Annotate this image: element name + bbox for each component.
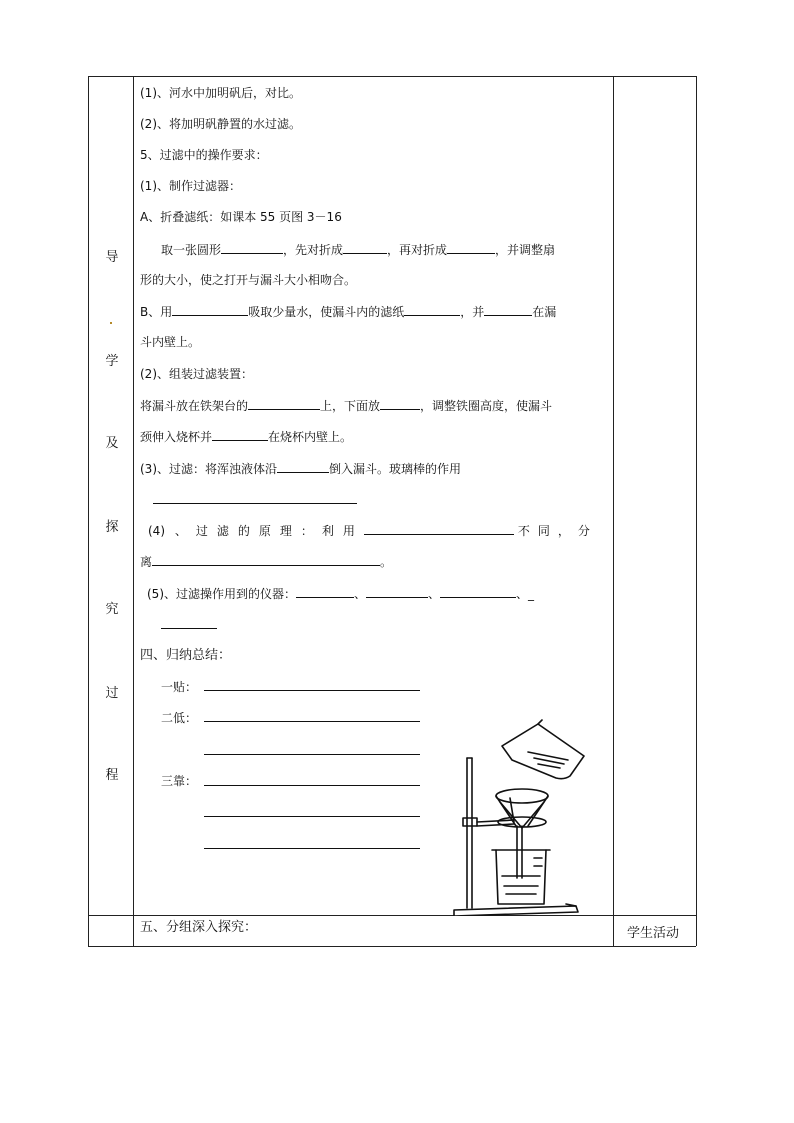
summary-label: 二低： [161,711,198,725]
text-line: 5、过滤中的操作要求： [140,148,268,162]
text-line [140,397,552,414]
text-line: 斗内壁上。 [140,335,201,349]
text-line: (1)、制作过滤器： [140,179,241,193]
side-char: 程 [105,768,119,783]
text-segment: 倒入漏斗。玻璃棒的作用 [329,462,462,476]
text-segment: ，先对折成 [283,243,344,257]
fill-blank [277,460,329,473]
fill-blank [152,553,380,566]
fill-blank [484,303,532,316]
text-segment: 颈伸入烧杯并 [140,430,213,444]
answer-line [204,816,420,817]
answer-line [204,690,420,691]
fill-blank [248,397,320,410]
text-line [148,522,598,539]
side-char: 探 [105,520,119,535]
fill-blank [172,303,248,316]
summary-label: 三靠： [161,774,198,788]
side-char: 学 [105,354,119,369]
side-char: 导 [105,250,119,265]
text-line [140,460,461,477]
text-segment: 上，下面放 [320,399,381,413]
fill-blank [447,241,495,254]
table-column-divider [133,76,134,946]
text-segment: ，调整铁圈高度，使漏斗 [420,399,553,413]
text-line: (2)、组装过滤装置： [140,367,253,381]
text-segment: 、过滤的原理：利用 [174,524,364,538]
text-segment: 、 [354,587,367,601]
text-segment: 取一张圆形 [161,243,222,257]
table-row-divider [88,915,696,916]
text-segment: (5)、过滤操作用到的仪器： [147,587,296,601]
table-top-border [88,76,696,77]
answer-line [153,503,357,504]
text-segment: 在烧杯内壁上。 [268,430,353,444]
text-line: A、折叠滤纸：如课本 55 页图 3－16 [140,210,342,224]
text-segment: 吸取少量水，使漏斗内的滤纸 [248,305,405,319]
text-line [161,241,555,258]
text-segment: 离 [140,555,153,569]
fill-blank [212,428,268,441]
fill-blank [221,241,283,254]
side-char: 究 [105,602,119,617]
text-line [140,553,392,570]
summary-label: 一贴： [161,680,198,694]
filtration-apparatus-illustration [446,718,586,916]
column-label: 学生活动 [627,926,680,941]
text-segment: 、 [428,587,441,601]
side-char: 及 [105,436,119,451]
fill-blank [380,397,420,410]
text-segment: 。 [380,555,393,569]
text-line: (2)、将加明矾静置的水过滤。 [140,117,301,131]
answer-line [161,628,217,629]
side-dot [110,322,112,324]
text-line: (1)、河水中加明矾后，对比。 [140,86,301,100]
fill-blank [343,241,387,254]
text-line [140,303,556,320]
fill-blank [440,585,516,598]
text-segment: 不同，分 [517,524,598,538]
text-line [140,428,352,445]
fill-blank [296,585,354,598]
table-left-border [88,76,89,946]
text-segment: B、用 [140,305,173,319]
text-line: 形的大小，使之打开与漏斗大小相吻合。 [140,273,357,287]
text-segment: ，并 [460,305,485,319]
section-heading: 四、归纳总结： [140,648,232,663]
text-segment: ，并调整扇 [495,243,556,257]
fill-blank [404,303,460,316]
fill-blank [364,522,514,535]
text-segment: 将漏斗放在铁架台的 [140,399,249,413]
answer-line [204,754,420,755]
answer-line [204,785,420,786]
text-segment: (3)、过滤：将浑浊液体沿 [140,462,277,476]
answer-line [204,721,420,722]
table-bottom-border [88,946,696,947]
text-segment: 、_ [516,587,535,601]
text-segment: ，再对折成 [387,243,448,257]
text-segment: 在漏 [532,305,557,319]
table-column-divider [613,76,614,946]
section-heading: 五、分组深入探究： [140,920,258,935]
text-segment: (4) [148,524,165,538]
side-char: 过 [105,686,119,701]
table-right-border [696,76,697,946]
fill-blank [366,585,428,598]
text-line [147,585,534,602]
answer-line [204,848,420,849]
